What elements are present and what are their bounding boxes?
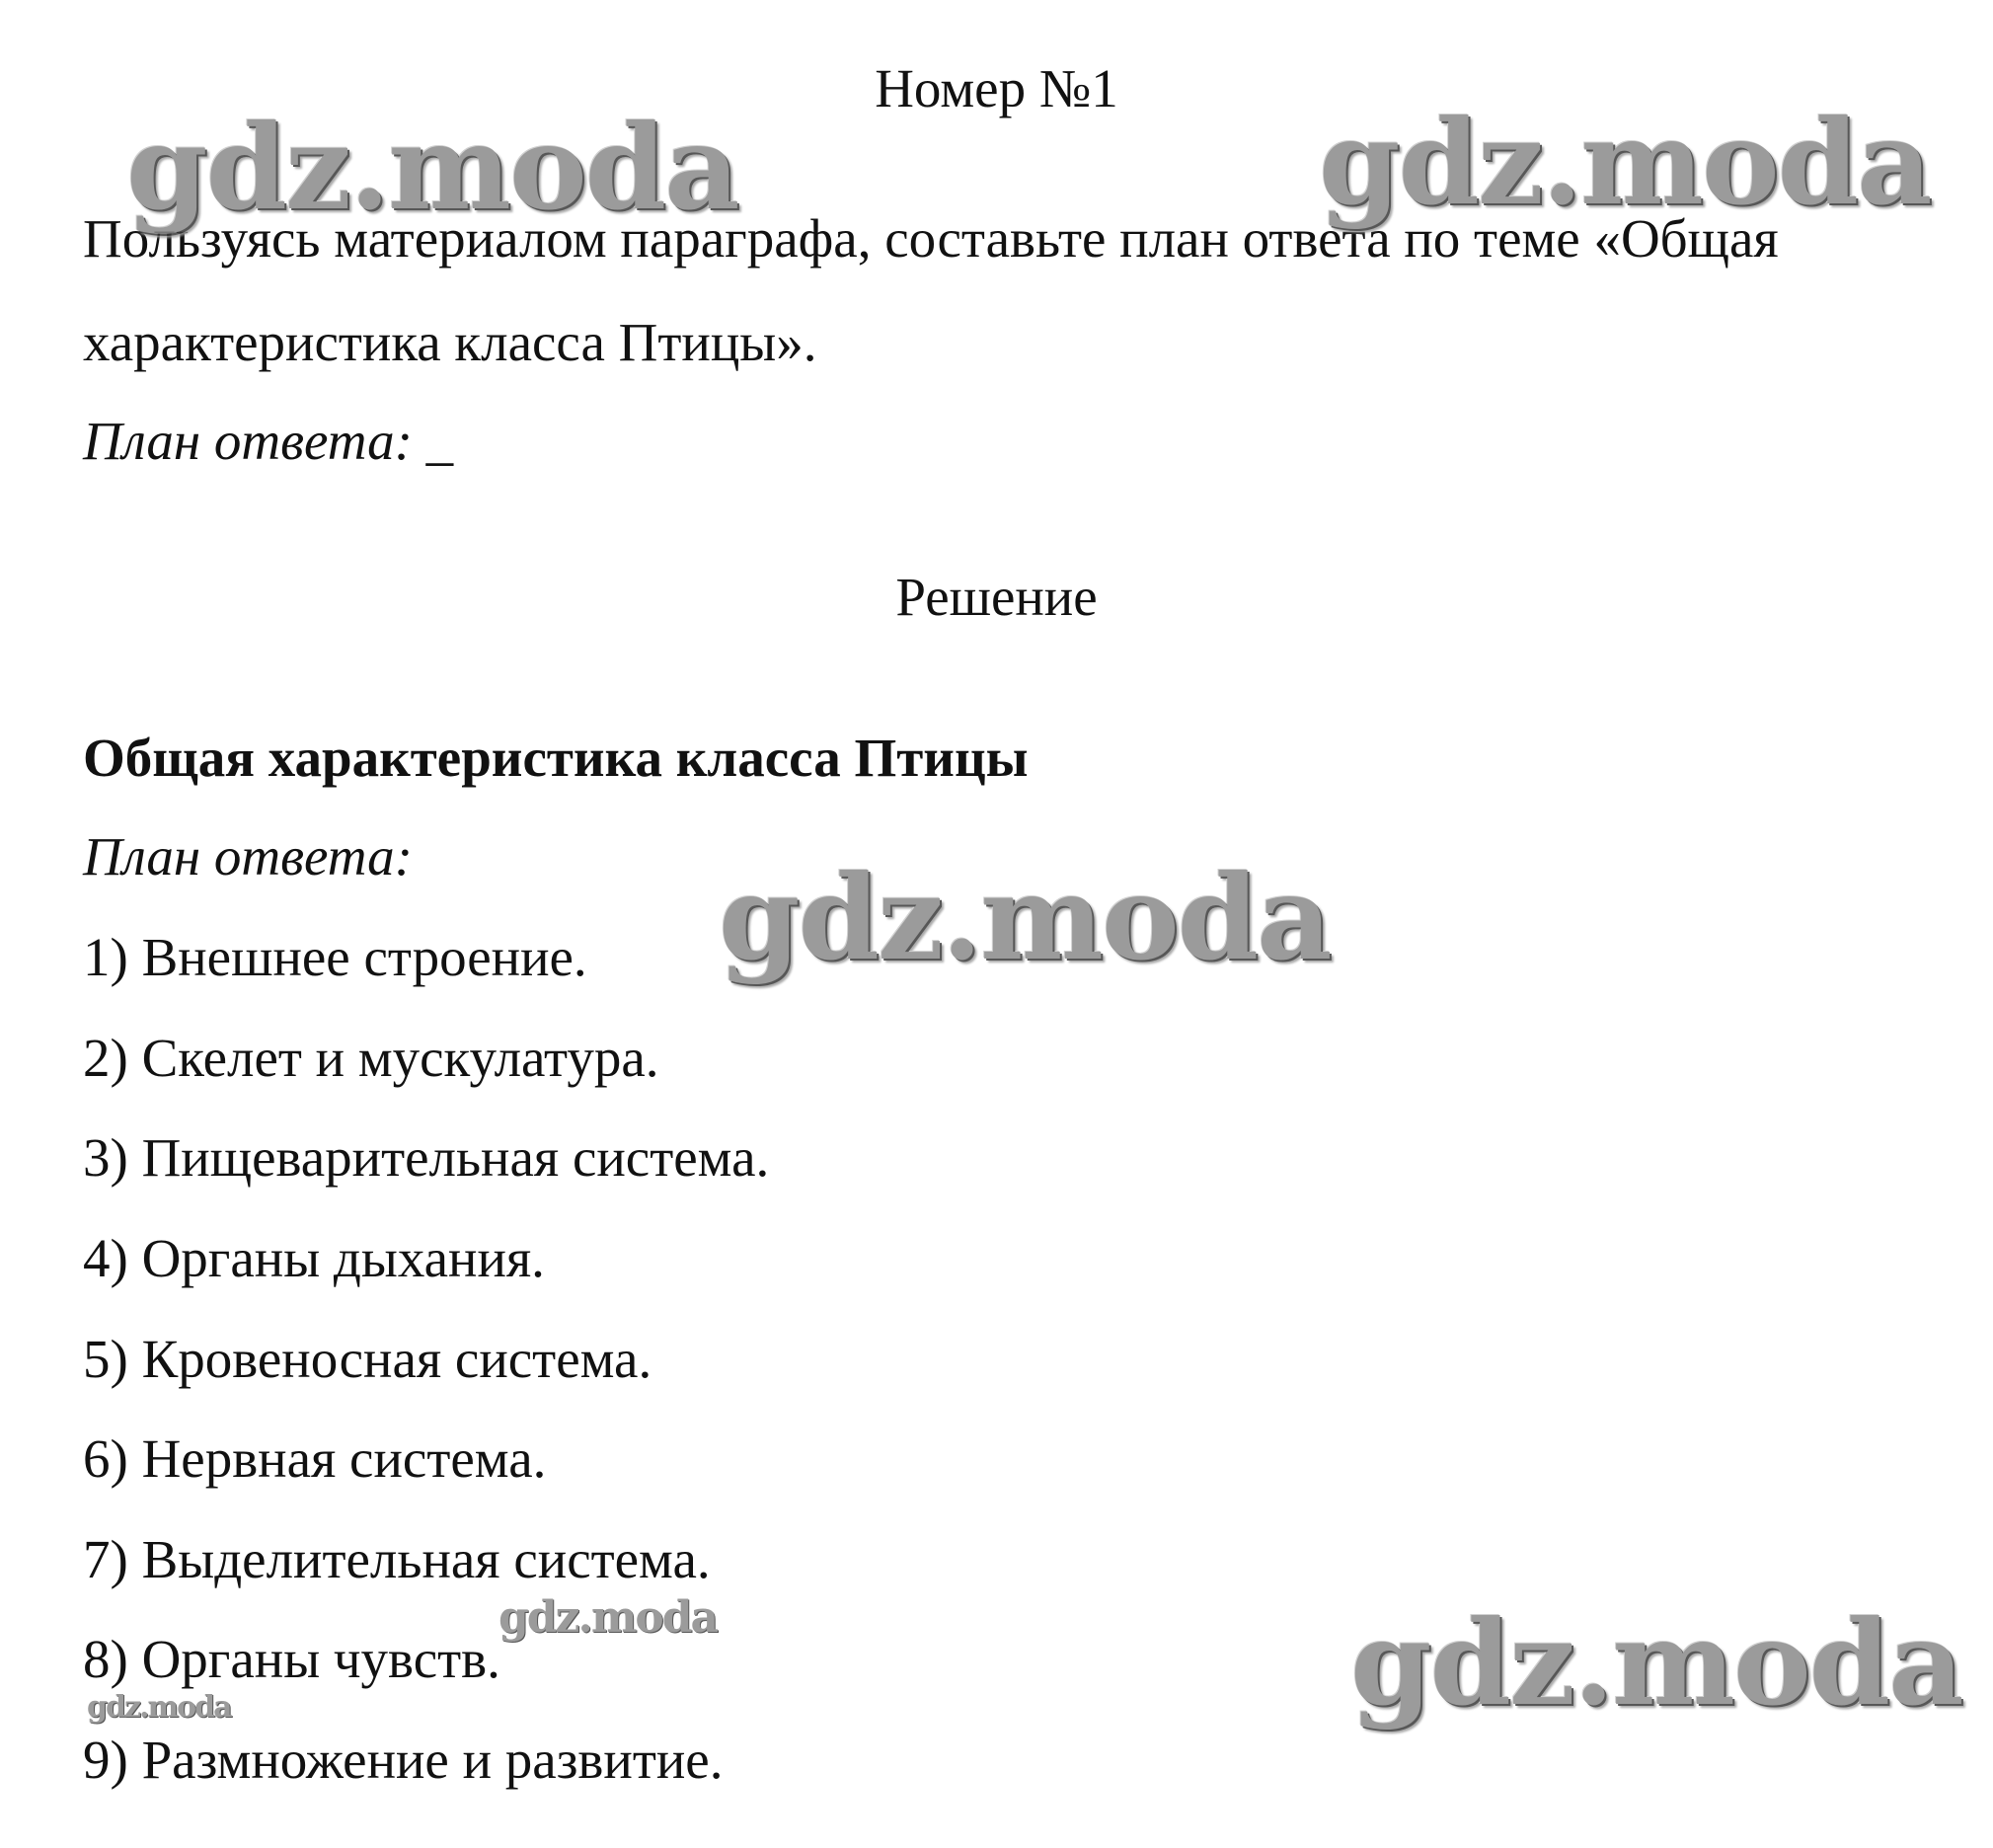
- task-text-line-1: Пользуясь материалом параграфа, составьте план ответа по теме «Общая: [83, 208, 1779, 269]
- plan-item: 1) Внешнее строение.: [83, 927, 587, 987]
- plan-item: 7) Выделительная система.: [83, 1529, 711, 1589]
- solution-plan-label: План ответа:: [83, 826, 413, 886]
- plan-item: 8) Органы чувств.: [83, 1629, 500, 1689]
- solution-title: Общая характеристика класса Птицы: [83, 728, 1029, 788]
- plan-item: 6) Нервная система.: [83, 1428, 547, 1489]
- task-text-line-2: характеристика класса Птицы».: [83, 312, 817, 372]
- plan-item: 3) Пищеварительная система.: [83, 1127, 770, 1188]
- watermark-logo: gdz.moda: [1350, 1594, 1962, 1732]
- task-number: Номер №1: [875, 58, 1118, 118]
- watermark-logo: gdz.moda: [719, 849, 1331, 986]
- solution-heading: Решение: [895, 567, 1098, 627]
- watermark-logo: gdz.moda: [87, 1690, 231, 1725]
- plan-item: 9) Размножение и развитие.: [83, 1730, 724, 1790]
- plan-item: 2) Скелет и мускулатура.: [83, 1028, 659, 1088]
- watermark-logo: gdz.moda: [498, 1592, 718, 1643]
- plan-item: 5) Кровеносная система.: [83, 1329, 652, 1389]
- task-plan-prompt: План ответа: _: [83, 411, 454, 471]
- watermark-logo: gdz.moda: [1319, 94, 1931, 231]
- watermark-logo: gdz.moda: [126, 99, 738, 236]
- plan-item: 4) Органы дыхания.: [83, 1228, 545, 1288]
